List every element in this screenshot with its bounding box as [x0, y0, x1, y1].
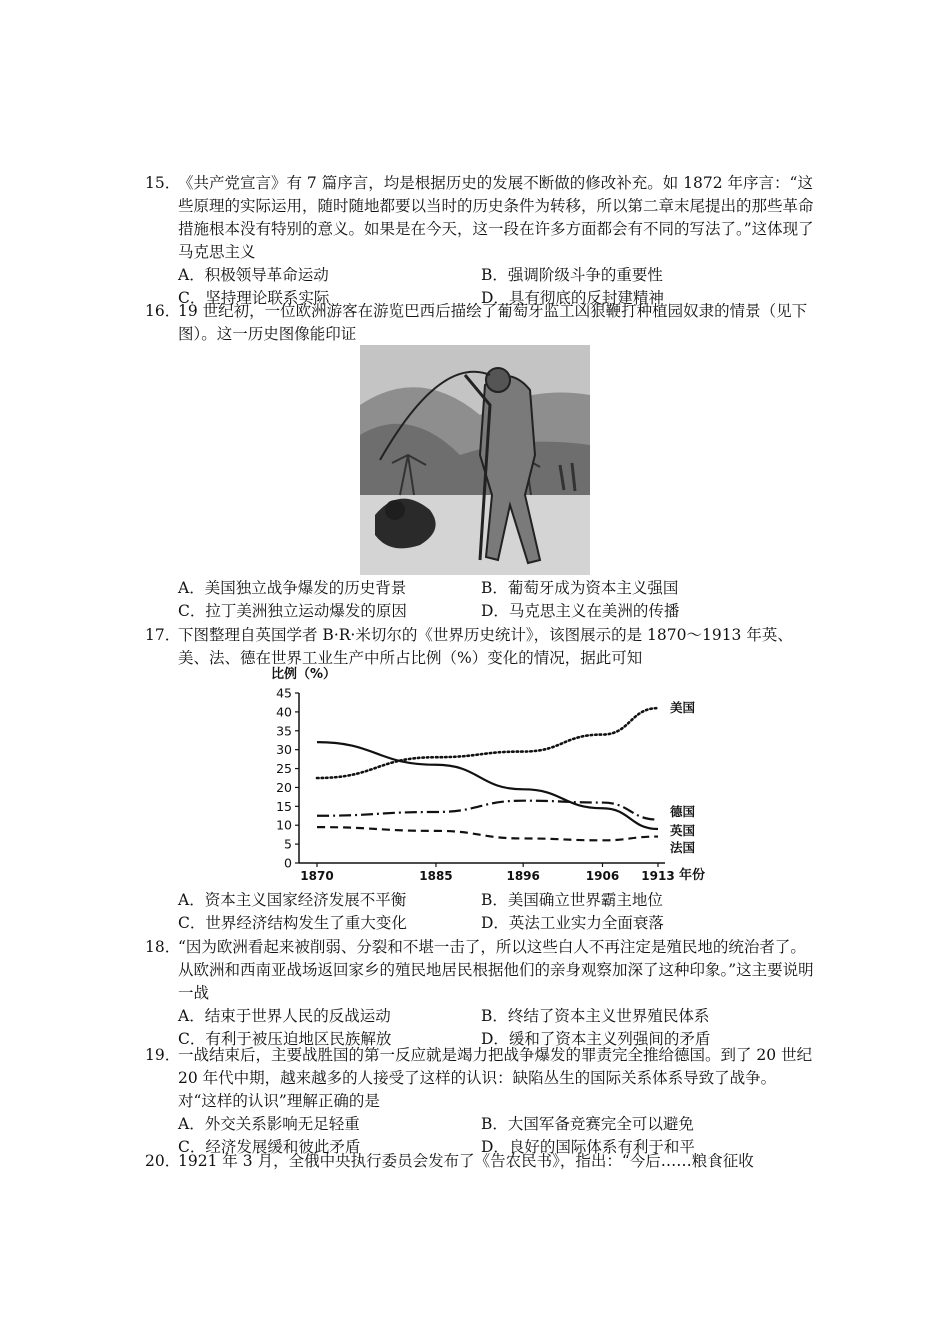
slave-whipping-illustration: [360, 345, 590, 575]
x-tick-label: 1906: [585, 869, 620, 883]
question-number: 17．: [145, 626, 181, 644]
y-tick-label: 15: [276, 798, 292, 814]
y-tick-label: 45: [276, 685, 292, 701]
option-d[interactable]: D．缓和了资本主义列强间的矛盾: [481, 1029, 711, 1048]
x-tick-label: 1913: [641, 869, 675, 883]
option-c[interactable]: C．坚持理论联系实际: [178, 288, 330, 307]
question-stem: 一战结束后，主要战胜国的第一反应就是竭力把战争爆发的罪责完全推给德国。到了 20 世纪 20 年代中期，越来越多的人接受了这样的认识：缺陷丛生的国际关系体系导致了战争。对“这样的认识”理解正确的是: [178, 1046, 813, 1110]
x-ticks: [300, 863, 674, 883]
option-c[interactable]: C．有利于被压迫地区民族解放: [178, 1029, 392, 1048]
option-a[interactable]: A．外交关系影响无足轻重: [178, 1115, 360, 1133]
series-label: 英国: [670, 822, 696, 838]
question-stem: “因为欧洲看起来被削弱、分裂和不堪一击了，所以这些白人不再注定是殖民地的统治者了。从欧洲和西南亚战场返回家乡的殖民地居民根据他们的亲身观察加深了这种印象。”这主要说明一战: [178, 938, 814, 1002]
question-number: 16．: [145, 302, 181, 320]
question-18: [145, 936, 815, 1050]
x-tick-label: 1896: [506, 869, 540, 883]
option-d[interactable]: D．具有彻底的反封建精神: [481, 288, 664, 307]
option-d[interactable]: D．马克思主义在美洲的传播: [481, 601, 680, 620]
series-line-法国: [317, 827, 658, 840]
option-c[interactable]: C．拉丁美洲独立运动爆发的原因: [178, 601, 407, 620]
option-c[interactable]: C．经济发展缓和彼此矛盾: [178, 1137, 361, 1156]
question-16-options: [145, 577, 815, 622]
x-tick-label: 1870: [300, 869, 334, 883]
option-a[interactable]: A．积极领导革命运动: [178, 266, 329, 284]
illustration-art: [360, 345, 590, 575]
option-b[interactable]: B．美国确立世界霸主地位: [481, 891, 663, 909]
question-number: 19．: [145, 1046, 181, 1064]
y-ticks: [276, 686, 299, 871]
question-number: 18．: [145, 938, 181, 956]
series-label: 法国: [670, 839, 696, 855]
question-stem: 《共产党宣言》有 7 篇序言，均是根据历史的发展不断做的修改补充。如 1872 年序言：“这些原理的实际运用，随时随地都要以当时的历史条件为转移，所以第二章末尾提出的那些革命措施根本没有特别的意义。如果是在今天，这一段在许多方面都会有不同的写法了。”这体现了马克思主义: [178, 174, 814, 261]
question-17-options: [145, 889, 815, 934]
option-d[interactable]: D．英法工业实力全面衰落: [481, 913, 664, 932]
question-15: [145, 172, 815, 309]
option-a[interactable]: A．资本主义国家经济发展不平衡: [178, 891, 407, 909]
y-tick-label: 40: [276, 704, 292, 720]
series-label: 美国: [670, 700, 696, 716]
y-axis-label: 比例（%）: [271, 667, 337, 682]
series-labels: [670, 700, 696, 855]
series-label: 德国: [670, 803, 696, 819]
series-line-德国: [317, 801, 658, 820]
y-tick-label: 10: [276, 817, 292, 833]
option-b[interactable]: B．大国军备竞赛完全可以避免: [481, 1115, 694, 1133]
option-d[interactable]: D．良好的国际体系有利于和平: [481, 1137, 695, 1156]
y-tick-label: 30: [276, 742, 292, 758]
y-tick-label: 5: [284, 836, 292, 852]
series-line-英国: [317, 742, 658, 829]
x-axis-label: 年份: [679, 868, 706, 883]
option-b[interactable]: B．终结了资本主义世界殖民体系: [481, 1007, 710, 1025]
y-tick-label: 0: [284, 855, 292, 871]
question-stem: 1921 年 3 月，全俄中央执行委员会发布了《告农民书》，指出：“今后……粮食征收: [178, 1152, 754, 1170]
option-list: [178, 889, 815, 934]
question-16: [145, 300, 815, 346]
y-tick-label: 35: [276, 723, 292, 739]
series-lines: [317, 708, 658, 840]
question-number: 15．: [145, 174, 181, 192]
question-20: [145, 1150, 815, 1173]
y-tick-label: 25: [276, 761, 292, 777]
y-tick-label: 20: [276, 779, 292, 795]
option-list: [178, 577, 815, 622]
question-stem: 下图整理自英国学者 B·R·米切尔的《世界历史统计》，该图展示的是 1870～1913 年英、美、法、德在世界工业生产中所占比例（%）变化的情况，据此可知: [178, 626, 793, 667]
question-number: 20．: [145, 1152, 181, 1170]
option-a[interactable]: A．结束于世界人民的反战运动: [178, 1007, 391, 1025]
industrial-share-chart: [265, 663, 725, 885]
question-19: [145, 1044, 815, 1158]
option-c[interactable]: C．世界经济结构发生了重大变化: [178, 913, 407, 932]
option-b[interactable]: B．葡萄牙成为资本主义强国: [481, 579, 679, 597]
series-line-美国: [317, 708, 658, 778]
x-tick-label: 1885: [419, 869, 453, 883]
question-stem: 19 世纪初，一位欧洲游客在游览巴西后描绘了葡萄牙监工凶狠鞭打种植园奴隶的情景（见下图）。这一历史图像能印证: [178, 302, 808, 343]
option-b[interactable]: B．强调阶级斗争的重要性: [481, 266, 663, 284]
option-a[interactable]: A．美国独立战争爆发的历史背景: [178, 579, 407, 597]
